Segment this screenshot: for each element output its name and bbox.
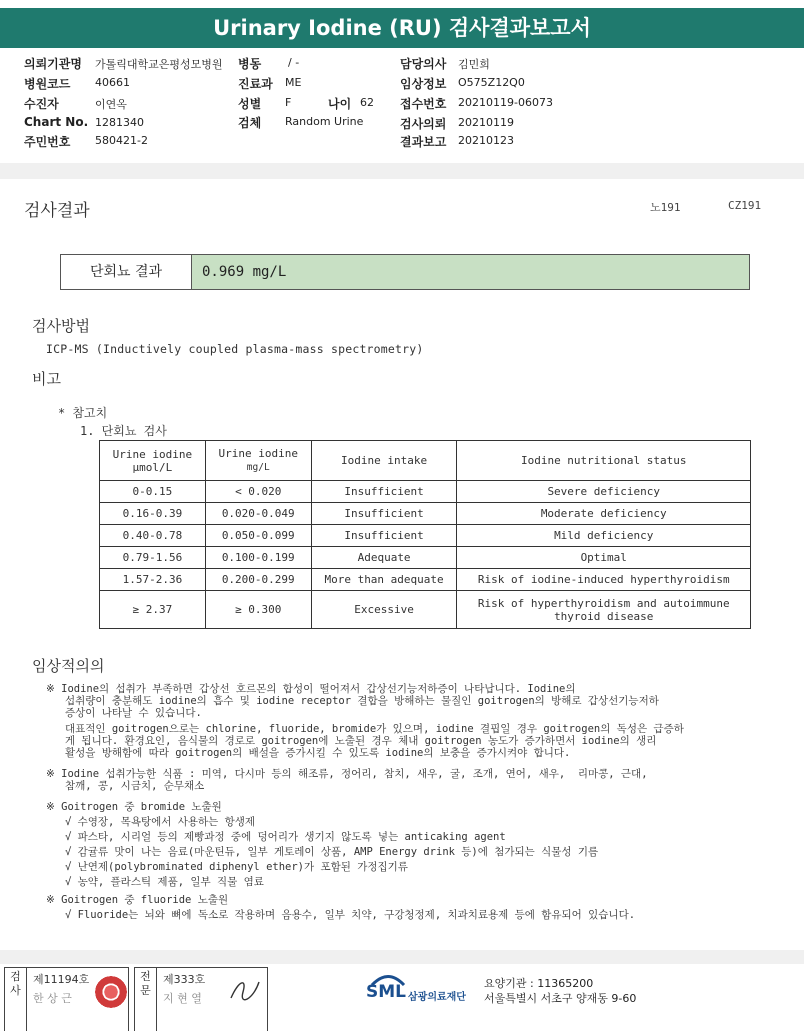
clinical-p2-line3: 활성을 방해함에 따라 goitrogen의 배설을 증가시킬 수 있도록 iodine의 보충을 증가시켜야 합니다. <box>46 747 571 759</box>
sml-logo <box>366 972 486 1004</box>
cell-status: Severe deficiency <box>457 481 751 503</box>
list-item: √ Fluoride는 뇌와 뼈에 독소로 작용하며 음용수, 일부 치약, 구강청정제, 치과치료용제 등에 함유되어 있습니다. <box>46 909 636 921</box>
table-row <box>100 481 751 503</box>
request-value: 20210119 <box>458 116 514 129</box>
report-title: Urinary Iodine (RU) 검사결과보고서 <box>0 8 804 48</box>
cell-status: Mild deficiency <box>457 525 751 547</box>
id-label: 주민번호 <box>24 135 71 149</box>
sex-label: 성별 <box>238 97 262 111</box>
table-row <box>100 547 751 569</box>
header-status: Iodine nutritional status <box>457 441 751 481</box>
tester-stamp-box <box>4 967 129 1031</box>
list-item: √ 수영장, 목욕탕에서 사용하는 항생제 <box>46 816 256 828</box>
cell-mg: ≥ 0.300 <box>205 591 311 629</box>
cell-status: Risk of iodine-induced hyperthyroidism <box>457 569 751 591</box>
list-item: √ 파스타, 시리얼 등의 제빵과정 중에 덩어리가 생기지 않도록 넣는 anticaking agent <box>46 831 506 843</box>
doctor-value: 김민희 <box>458 58 490 71</box>
clinical-p3-line2: 참깨, 콩, 시금치, 순무채소 <box>46 780 205 792</box>
specialist-label: 전 문 <box>135 968 157 1031</box>
result-box <box>60 254 750 290</box>
table-header-row <box>100 441 751 481</box>
hospital-code-label: 병원코드 <box>24 77 71 91</box>
org-code: 요양기관 : 11365200 <box>484 977 594 990</box>
reference-table <box>99 440 751 629</box>
clinical-p2-line2: 게 됩니다. 환경요인, 음식물의 경로로 goitrogen에 노출된 경우 체내 goitrogen 농도가 증가하면서 iodine의 생리 <box>46 735 657 747</box>
chart-value: 1281340 <box>95 116 144 129</box>
receipt-value: 20210119-06073 <box>458 96 553 109</box>
footer-divider <box>0 950 804 964</box>
logo-text: SML <box>366 982 406 1002</box>
clinical-p5-title: ※ Goitrogen 중 fluoride 노출원 <box>46 894 229 906</box>
cell-intake: Excessive <box>311 591 457 629</box>
age-value: 62 <box>360 96 374 109</box>
cell-umol: 0.79-1.56 <box>100 547 206 569</box>
list-item: √ 감귤류 맛이 나는 음료(마운틴듀, 일부 게토레이 상품, AMP Energy drink 등)에 첨가되는 식물성 기름 <box>46 846 599 858</box>
specimen-label: 검체 <box>238 116 262 130</box>
clinical-p4-title: ※ Goitrogen 중 bromide 노출원 <box>46 801 222 813</box>
test-code-1: 노191 <box>650 201 681 214</box>
receipt-label: 접수번호 <box>400 97 447 111</box>
hospital-code-value: 40661 <box>95 76 130 89</box>
reference-heading: * 참고치 <box>58 406 108 420</box>
sex-value: F <box>285 96 292 109</box>
patient-info <box>0 55 804 155</box>
id-value: 580421-2 <box>95 134 148 147</box>
cell-umol: 0.16-0.39 <box>100 503 206 525</box>
clinical-p3-line1: ※ Iodine 섭취가능한 식품 : 미역, 다시마 등의 해조류, 정어리, 참치, 새우, 굴, 조개, 연어, 새우, 리마콩, 근대, <box>46 768 648 780</box>
table-row <box>100 503 751 525</box>
cell-mg: < 0.020 <box>205 481 311 503</box>
result-value: 0.969 mg/L <box>192 255 749 289</box>
cell-intake: Adequate <box>311 547 457 569</box>
dept-label: 진료과 <box>238 77 273 91</box>
report-label: 결과보고 <box>400 135 447 149</box>
tester-name: 한 상 근 <box>33 992 72 1005</box>
header-intake: Iodine intake <box>311 441 457 481</box>
table-row <box>100 569 751 591</box>
result-section-title: 검사결과 <box>24 201 90 221</box>
dept-value: ME <box>285 76 302 89</box>
result-label: 단회뇨 결과 <box>61 255 192 289</box>
cell-status: Moderate deficiency <box>457 503 751 525</box>
clinical-p1-line3: 증상이 나타날 수 있습니다. <box>46 707 202 719</box>
patient-name-label: 수진자 <box>24 97 59 111</box>
request-label: 검사의뢰 <box>400 117 447 131</box>
remarks-title: 비고 <box>32 370 61 388</box>
doctor-label: 담당의사 <box>400 57 447 71</box>
method-title: 검사방법 <box>32 317 90 335</box>
cell-umol: 1.57-2.36 <box>100 569 206 591</box>
clinical-info-value: O575Z12Q0 <box>458 76 525 89</box>
cell-intake: Insufficient <box>311 503 457 525</box>
header-mg: Urine iodine mg/L <box>205 441 311 481</box>
specialist-stamp-box <box>134 967 268 1031</box>
list-item: √ 농약, 플라스틱 제품, 일부 직물 염료 <box>46 876 264 888</box>
clinical-title: 임상적의의 <box>32 657 105 675</box>
institution-value: 가톨릭대학교은평성모병원 <box>95 58 223 71</box>
cell-status: Optimal <box>457 547 751 569</box>
chart-label: Chart No. <box>24 115 89 129</box>
cell-mg: 0.200-0.299 <box>205 569 311 591</box>
seal-icon <box>95 976 127 1008</box>
table-row <box>100 525 751 547</box>
header-umol: Urine iodine μmol/L <box>100 441 206 481</box>
org-address: 서울특별시 서초구 양재동 9-60 <box>484 992 637 1005</box>
clinical-p1-line2: 섭취량이 충분해도 iodine의 흡수 및 iodine receptor 결합을 방해하는 물질인 goitrogen의 방해로 갑상선기능저하 <box>46 695 659 707</box>
signature-icon <box>227 974 263 1004</box>
cell-umol: ≥ 2.37 <box>100 591 206 629</box>
method-text: ICP-MS (Inductively coupled plasma-mass spectrometry) <box>46 342 424 356</box>
cell-intake: Insufficient <box>311 525 457 547</box>
cell-mg: 0.100-0.199 <box>205 547 311 569</box>
logo-subtext: 삼광의료재단 <box>408 992 466 1003</box>
ward-label: 병동 <box>238 57 262 71</box>
tester-license-no: 제11194호 <box>33 973 90 986</box>
reference-subheading: 1. 단회뇨 검사 <box>80 424 167 438</box>
clinical-p1-line1: ※ Iodine의 섭취가 부족하면 갑상선 호르몬의 합성이 떨어져서 갑상선기능저하증이 나타납니다. Iodine의 <box>46 683 576 695</box>
section-divider <box>0 163 804 179</box>
clinical-p2-line1: 대표적인 goitrogen으로는 chlorine, fluoride, bromide가 있으며, iodine 결핍일 경우 goitrogen의 독성은 급증하 <box>46 723 684 735</box>
institution-label: 의뢰기관명 <box>24 57 82 71</box>
specialist-name: 지 현 열 <box>163 992 202 1005</box>
cell-status: Risk of hyperthyroidism and autoimmune thyroid disease <box>457 591 751 629</box>
cell-intake: Insufficient <box>311 481 457 503</box>
cell-umol: 0.40-0.78 <box>100 525 206 547</box>
cell-intake: More than adequate <box>311 569 457 591</box>
clinical-info-label: 임상정보 <box>400 77 447 91</box>
specialist-license-no: 제333호 <box>163 973 206 986</box>
cell-mg: 0.020-0.049 <box>205 503 311 525</box>
age-label: 나이 <box>328 97 352 111</box>
list-item: √ 난연제(polybrominated diphenyl ether)가 포함된 가정집기류 <box>46 861 408 873</box>
specimen-value: Random Urine <box>285 115 364 128</box>
cell-mg: 0.050-0.099 <box>205 525 311 547</box>
tester-label: 검 사 <box>5 968 27 1031</box>
patient-name-value: 이연옥 <box>95 98 127 111</box>
ward-value: / - <box>288 56 300 69</box>
cell-umol: 0-0.15 <box>100 481 206 503</box>
test-code-2: CZ191 <box>728 199 762 212</box>
table-row <box>100 591 751 629</box>
report-value: 20210123 <box>458 134 514 147</box>
